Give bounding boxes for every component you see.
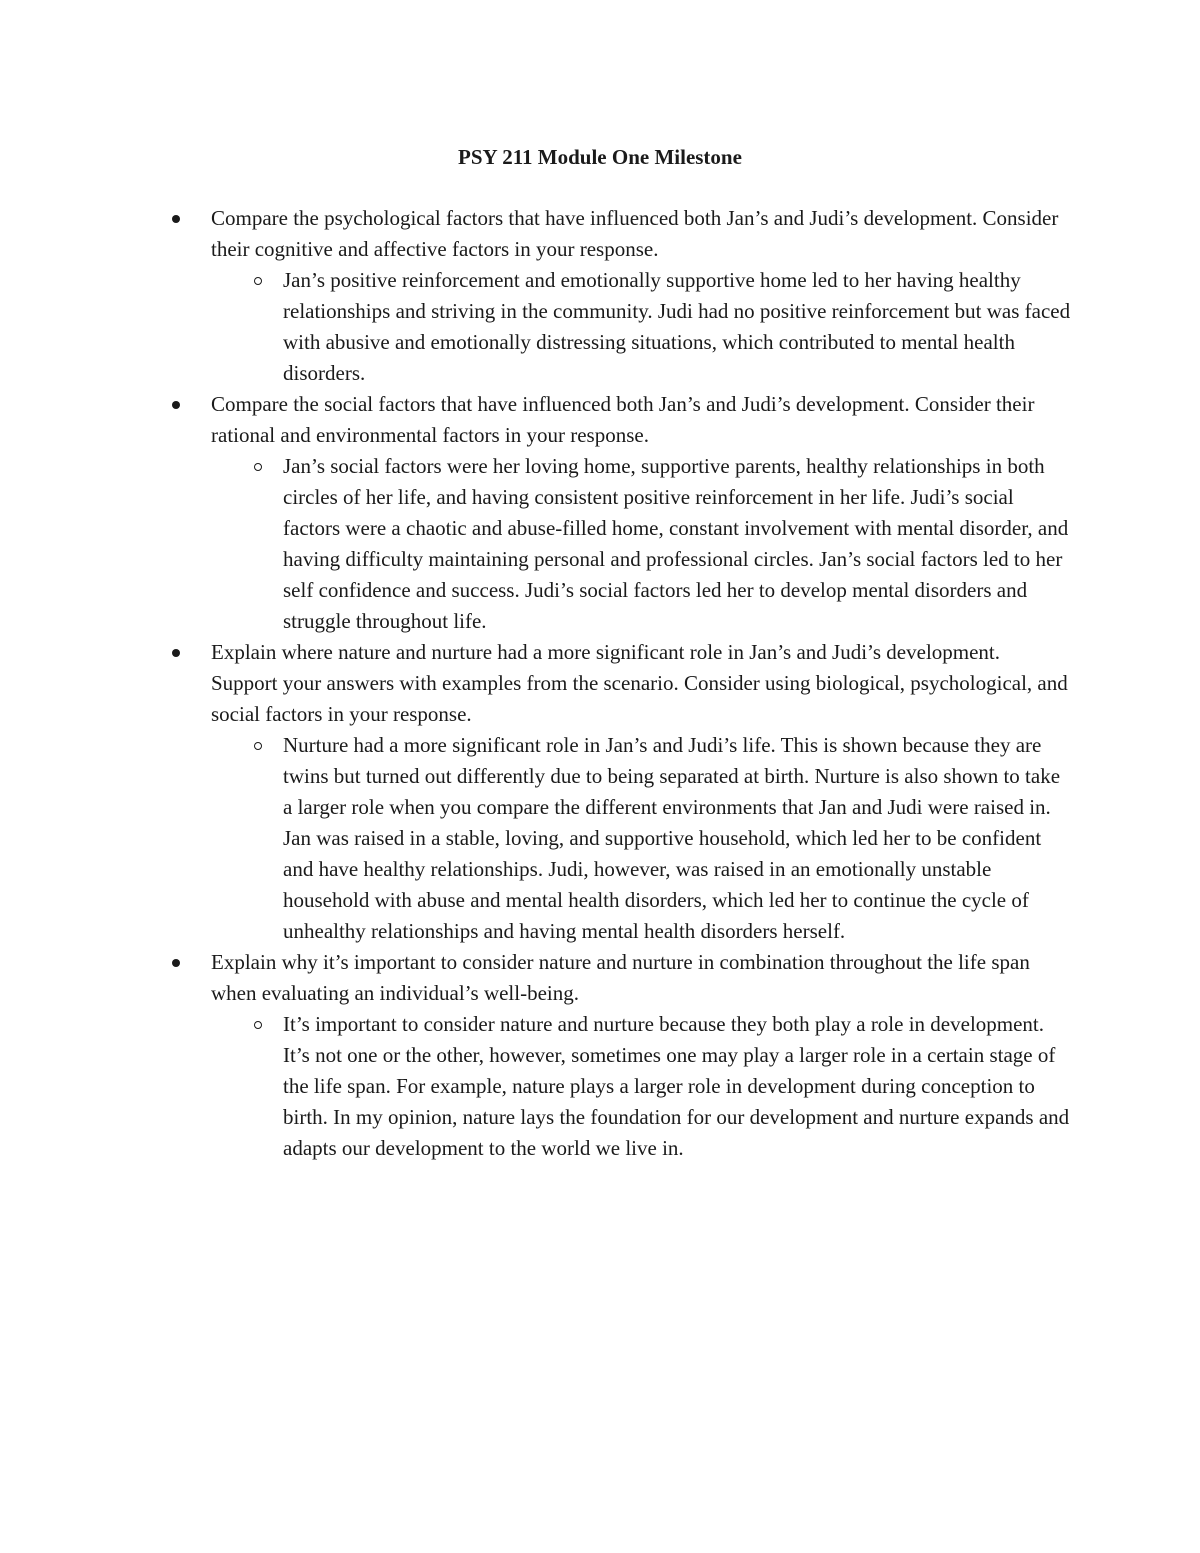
answer-list <box>211 265 1071 389</box>
question-text: Compare the psychological factors that have influenced both Jan’s and Judi’s development. Consider their cognitive and affective factors in your response. <box>211 206 1059 261</box>
question-text: Explain why it’s important to consider nature and nurture in combination throughout the life span when evaluating an individual’s well-being. <box>211 950 1030 1005</box>
answer-item <box>283 1009 1071 1164</box>
answer-text: Nurture had a more significant role in Jan’s and Judi’s life. This is shown because they are twins but turned out differently due to being separated at birth. Nurture is also shown to take a larger role when you compare the different environments that Jan and Judi were raised in. Jan was raised in a stable, loving, and supportive household, which led her to be confident and have healthy relationships. Judi, however, was raised in an emotionally unstable household with abuse and mental health disorders, which led her to continue the cycle of unhealthy relationships and having mental health disorders herself. <box>283 733 1061 943</box>
hollow-bullet-icon <box>254 1021 262 1029</box>
hollow-bullet-icon <box>254 277 262 285</box>
answer-text: It’s important to consider nature and nurture because they both play a role in development. It’s not one or the other, however, sometimes one may play a larger role in a certain stage of the life span. For example, nature plays a larger role in development during conception to birth. In my opinion, nature lays the foundation for our development and nurture expands and adapts our development to the world we live in. <box>283 1012 1070 1160</box>
answer-list <box>211 1009 1071 1164</box>
answer-item <box>283 451 1071 637</box>
question-item-2 <box>211 389 1071 637</box>
answer-list <box>211 451 1071 637</box>
answer-text: Jan’s positive reinforcement and emotionally supportive home led to her having healthy relationships and striving in the community. Judi had no positive reinforcement but was faced with abusive and emotionally distressing situations, which contributed to mental health disorders. <box>283 268 1071 385</box>
hollow-bullet-icon <box>254 742 262 750</box>
document-title: PSY 211 Module One Milestone <box>458 145 742 169</box>
question-item-4 <box>211 947 1071 1164</box>
hollow-bullet-icon <box>254 463 262 471</box>
bullet-icon <box>172 215 180 223</box>
question-item-1 <box>211 203 1071 389</box>
bullet-icon <box>172 649 180 657</box>
answer-list <box>211 730 1071 947</box>
question-item-3 <box>211 637 1071 947</box>
answer-text: Jan’s social factors were her loving home, supportive parents, healthy relationships in both circles of her life, and having consistent positive reinforcement in her life. Judi’s social factors were a chaotic and abuse-filled home, constant involvement with mental disorder, and having difficulty maintaining personal and professional circles. Jan’s social factors led to her self confidence and success. Judi’s social factors led her to develop mental disorders and struggle throughout life. <box>283 454 1069 633</box>
bullet-icon <box>172 401 180 409</box>
answer-item <box>283 730 1071 947</box>
question-text: Compare the social factors that have influenced both Jan’s and Judi’s development. Consider their rational and environmental factors in your response. <box>211 392 1035 447</box>
answer-item <box>283 265 1071 389</box>
question-list <box>211 203 1071 1164</box>
question-text: Explain where nature and nurture had a more significant role in Jan’s and Judi’s development. Support your answers with examples from the scenario. Consider using biological, psychological, and social factors in your response. <box>211 640 1068 726</box>
bullet-icon <box>172 959 180 967</box>
